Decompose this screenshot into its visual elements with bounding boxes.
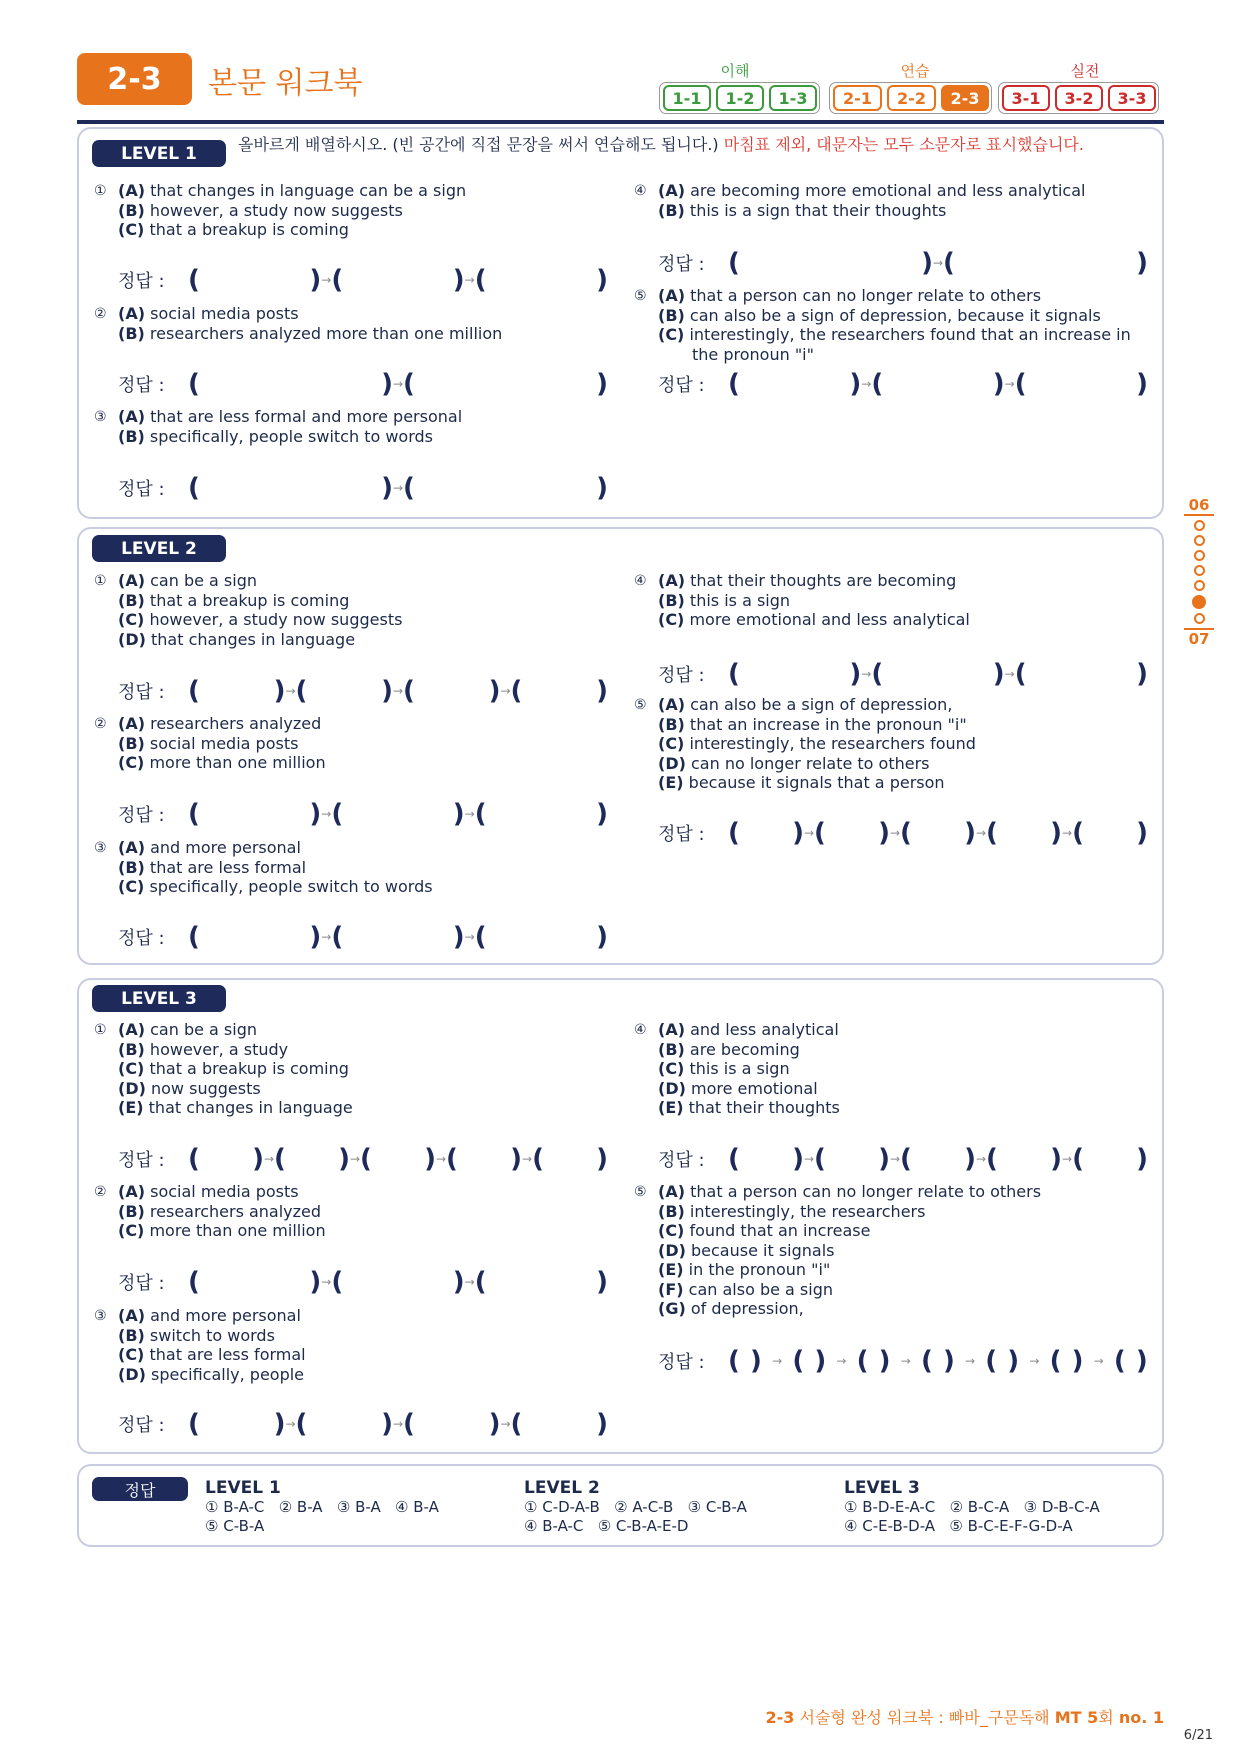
question-number: ② [94, 1184, 107, 1200]
option-a [118, 1182, 614, 1202]
level3-answer-2[interactable] [118, 1267, 608, 1297]
answer-label: 정답 : [118, 271, 165, 292]
option-text: in the pronoun "i" [688, 1260, 831, 1279]
option-key: (A) [118, 838, 146, 857]
option-key: (C) [658, 325, 685, 344]
option-a [118, 1020, 614, 1040]
answer-label: 정답 : [118, 682, 165, 703]
key-level-title: LEVEL 3 [844, 1478, 920, 1498]
answer-label: 정답 : [118, 805, 165, 826]
option-key: (D) [118, 1364, 146, 1384]
option-text: can no longer relate to others [691, 753, 930, 773]
option-text: social media posts [149, 733, 299, 753]
page-dot-icon[interactable] [1194, 520, 1205, 531]
level3-question-5 [634, 1182, 1154, 1319]
option-c [658, 610, 1154, 630]
option-e [658, 1260, 1154, 1280]
option-c [118, 877, 614, 897]
option-text: however, a study now suggests [149, 200, 403, 220]
answer-key-badge: 정답 [92, 1477, 188, 1501]
option-key: (A) [118, 714, 146, 733]
option-a [118, 714, 614, 734]
option-text: can also be a sign [688, 1279, 833, 1299]
answer-key-level2 [524, 1478, 747, 1536]
option-b [118, 734, 614, 754]
side-nav-top-number: 06 [1184, 496, 1214, 516]
option-key: (A) [658, 571, 686, 590]
answer-slots: ( ) → ( ) [188, 473, 608, 503]
question-number: ① [94, 1022, 107, 1038]
option-key: (C) [118, 877, 145, 896]
option-key: (F) [658, 1279, 684, 1299]
option-text: that changes in language [151, 629, 356, 649]
level1-badge: LEVEL 1 [92, 140, 226, 167]
level2-answer-2[interactable] [118, 799, 608, 829]
option-text: more than one million [149, 753, 326, 772]
option-key: (E) [118, 1098, 144, 1117]
option-b [118, 1202, 614, 1222]
option-text: this is a sign [689, 590, 791, 610]
option-text: found that an increase [689, 1221, 871, 1240]
level1-answer-2[interactable] [118, 369, 608, 399]
option-text: that changes in language can be a sign [150, 181, 467, 200]
nav-tab-1-2[interactable]: 1-2 [716, 85, 764, 111]
option-text: that are less formal and more personal [150, 407, 463, 426]
option-text: and more personal [150, 838, 301, 857]
level2-question-2 [94, 714, 614, 773]
level3-answer-5[interactable] [658, 1346, 1148, 1376]
answer-slots: ( ) → ( ) → ( ) [728, 659, 1149, 689]
level2-answer-1[interactable] [118, 676, 608, 706]
option-text: and more personal [150, 1306, 301, 1325]
option-a [118, 407, 614, 427]
level1-question-4 [634, 181, 1154, 220]
answer-slots: ( ) → ( ) → ( ) [728, 369, 1149, 399]
answer-label: 정답 : [658, 824, 705, 845]
option-key: (A) [658, 286, 686, 305]
level3-answer-1[interactable] [118, 1144, 608, 1174]
key-line: ④ B-A-C ⑤ C-B-A-E-D [524, 1517, 689, 1535]
nav-tab-1-1[interactable]: 1-1 [663, 85, 711, 111]
option-key: (A) [118, 1182, 146, 1201]
header-divider [77, 120, 1164, 124]
option-key: (A) [118, 571, 146, 590]
option-text: and less analytical [690, 1020, 839, 1039]
option-a [658, 571, 1154, 591]
nav-tab-2-3[interactable]: 2-3 [941, 85, 989, 111]
footer-text: 서술형 완성 워크북 : 빠바_구문독해 [794, 1708, 1055, 1727]
option-text: that an increase in the pronoun "i" [689, 714, 967, 734]
option-text: switch to words [149, 1325, 275, 1345]
level2-question-3 [94, 838, 614, 897]
level3-question-2 [94, 1182, 614, 1241]
option-f [658, 1280, 1154, 1300]
option-a [118, 181, 614, 201]
option-text: that a breakup is coming [149, 590, 350, 610]
question-number: ⑤ [634, 697, 647, 713]
option-text: specifically, people switch to words [149, 877, 433, 896]
option-b [118, 201, 614, 221]
option-key: (D) [658, 1240, 686, 1260]
option-text: that are less formal [149, 857, 307, 877]
option-text: researchers analyzed [149, 1201, 322, 1221]
level3-question-4 [634, 1020, 1154, 1118]
answer-label: 정답 : [118, 1150, 165, 1171]
question-number: ⑤ [634, 1184, 647, 1200]
option-key: (B) [118, 323, 145, 343]
option-key: (C) [118, 1059, 145, 1078]
option-text: social media posts [150, 304, 299, 323]
level3-badge: LEVEL 3 [92, 985, 226, 1012]
option-text: researchers analyzed [150, 714, 322, 733]
nav-tab-3-2[interactable]: 3-2 [1055, 85, 1103, 111]
question-number: ② [94, 306, 107, 322]
instruction-note: 마침표 제외, 대문자는 모두 소문자로 표시했습니다. [723, 135, 1084, 154]
option-b [658, 306, 1154, 326]
option-text: can also be a sign of depression, [690, 695, 953, 714]
option-key: (C) [118, 753, 145, 772]
question-number: ④ [634, 1022, 647, 1038]
answer-slots: ( ) → ( ) → ( ) → ( ) [188, 1409, 608, 1439]
option-b [118, 858, 614, 878]
option-text: because it signals that a person [688, 773, 945, 792]
option-key: (B) [658, 200, 685, 220]
option-b [118, 324, 614, 344]
page-dot-icon[interactable] [1194, 535, 1205, 546]
option-c [118, 1345, 614, 1365]
option-d [118, 1079, 614, 1099]
answer-slots: ( ) → ( ) → ( ) [188, 265, 609, 295]
footer-text: 회 [1098, 1708, 1119, 1727]
option-text: that their thoughts are becoming [690, 571, 957, 590]
option-key: (B) [118, 426, 145, 446]
option-key: (E) [658, 1098, 684, 1117]
option-key: (C) [118, 1345, 145, 1364]
option-text: this is a sign [689, 1059, 790, 1078]
option-text: specifically, people switch to words [149, 426, 434, 446]
option-key: (D) [118, 1078, 146, 1098]
option-key: (B) [118, 857, 145, 877]
option-key: (B) [118, 1201, 145, 1221]
option-a [658, 1182, 1154, 1202]
option-a [658, 695, 1154, 715]
answer-slots: ( ) → ( ) → ( ) → ( ) → ( ) [728, 1144, 1149, 1174]
option-key: (A) [658, 695, 686, 714]
option-key: (E) [658, 1260, 684, 1279]
page-dot-icon[interactable] [1194, 550, 1205, 561]
question-number: ① [94, 573, 107, 589]
footer-code: 2-3 [765, 1708, 795, 1727]
option-text: that are less formal [149, 1345, 306, 1364]
nav-tab-1-3[interactable]: 1-3 [769, 85, 817, 111]
option-c [658, 1059, 1154, 1079]
section-badge: 2-3 [77, 53, 192, 105]
option-b [658, 715, 1154, 735]
key-level-title: LEVEL 1 [205, 1478, 281, 1498]
option-text: of depression, [690, 1299, 804, 1318]
level2-answer-5[interactable] [658, 818, 1148, 848]
option-key: (A) [658, 1020, 686, 1039]
option-key: (B) [658, 305, 685, 325]
question-number: ④ [634, 183, 647, 199]
option-text: can also be a sign of depression, because it signals [689, 305, 1101, 325]
option-key: (B) [118, 200, 145, 220]
answer-slots: ( ) → ( ) → ( ) [188, 799, 609, 829]
level1-answer-3[interactable] [118, 473, 608, 503]
option-text: because it signals [691, 1240, 835, 1260]
group-label-practice: 연습 [900, 62, 930, 80]
answer-label: 정답 : [658, 1150, 705, 1171]
answer-label: 정답 : [118, 375, 165, 396]
level1-answer-5[interactable] [658, 369, 1148, 399]
option-a [658, 286, 1154, 306]
footer-number: no. 1 [1118, 1708, 1164, 1727]
nav-tab-3-3[interactable]: 3-3 [1108, 85, 1156, 111]
option-text: are becoming more emotional and less analytical [690, 181, 1086, 200]
level1-answer-1[interactable] [118, 265, 608, 295]
option-e [658, 773, 1154, 793]
option-text: are becoming [689, 1039, 800, 1059]
key-line: ④ C-E-B-D-A ⑤ B-C-E-F-G-D-A [844, 1517, 1073, 1535]
key-line: ① B-A-C ② B-A ③ B-A ④ B-A [205, 1498, 439, 1516]
side-nav-bottom-number: 07 [1184, 628, 1214, 648]
question-number: ③ [94, 840, 107, 856]
key-line: ⑤ C-B-A [205, 1517, 265, 1535]
question-number: ⑤ [634, 288, 647, 304]
page-dot-icon[interactable] [1194, 565, 1205, 576]
option-key: (B) [658, 590, 685, 610]
page-title: 본문 워크북 [208, 66, 363, 101]
page-dot-icon[interactable] [1194, 613, 1205, 624]
answer-slots: ( ) → ( ) → ( ) [188, 922, 609, 952]
answer-label: 정답 : [658, 1352, 705, 1373]
answer-slots: ( ) → ( ) [188, 369, 608, 399]
level1-question-1 [94, 181, 614, 240]
option-key: (D) [658, 1078, 686, 1098]
option-key: (C) [658, 1059, 685, 1078]
option-b [118, 1040, 614, 1060]
group-label-real: 실전 [1070, 62, 1100, 80]
option-a [118, 838, 614, 858]
option-key: (A) [118, 1306, 146, 1325]
answer-label: 정답 : [118, 479, 165, 500]
level1-answer-4[interactable] [658, 248, 1148, 278]
option-key: (A) [658, 1182, 686, 1201]
option-key: (A) [118, 181, 146, 200]
option-key: (D) [658, 753, 686, 773]
option-c [658, 325, 1154, 345]
option-key: (A) [118, 1020, 146, 1039]
option-text: more than one million [149, 1221, 326, 1240]
option-key: (B) [118, 733, 145, 753]
level2-badge: LEVEL 2 [92, 535, 226, 562]
side-page-nav [1184, 496, 1214, 648]
answer-slots: ( ) → ( ) → ( ) → ( ) [188, 676, 608, 706]
level3-question-3 [94, 1306, 614, 1384]
option-key: (A) [658, 181, 686, 200]
level3-answer-3[interactable] [118, 1409, 608, 1439]
answer-slots: ( ) → ( ) [728, 248, 1148, 278]
option-text: now suggests [151, 1078, 261, 1098]
option-key: (B) [118, 590, 145, 610]
option-text: that changes in language [148, 1098, 353, 1117]
option-text: social media posts [150, 1182, 299, 1201]
level2-answer-3[interactable] [118, 922, 608, 952]
option-a [118, 571, 614, 591]
option-key: (B) [658, 1039, 685, 1059]
option-text: specifically, people [151, 1364, 305, 1384]
option-key: (G) [658, 1299, 686, 1318]
option-b [658, 591, 1154, 611]
option-text: that a breakup is coming [149, 220, 349, 239]
page-dot-icon[interactable] [1194, 580, 1205, 591]
option-text: more emotional [691, 1078, 818, 1098]
option-text: that a person can no longer relate to others [690, 1182, 1042, 1201]
page-dot-active-icon[interactable] [1192, 595, 1206, 609]
option-d [118, 1365, 614, 1385]
answer-slots: ( ) → ( ) → ( ) → ( ) → ( ) [188, 1144, 609, 1174]
level1-question-5 [634, 286, 1154, 364]
option-text: that a breakup is coming [149, 1059, 349, 1078]
level2-question-4 [634, 571, 1154, 630]
question-number: ④ [634, 573, 647, 589]
option-key: (A) [118, 407, 146, 426]
option-b [118, 427, 614, 447]
key-line: ① B-D-E-A-C ② B-C-A ③ D-B-C-A [844, 1498, 1100, 1516]
option-key: (C) [118, 1221, 145, 1240]
option-b [658, 201, 1154, 221]
option-key: (B) [658, 1201, 685, 1221]
option-key: (D) [118, 629, 146, 649]
option-d [118, 630, 614, 650]
answer-label: 정답 : [118, 1415, 165, 1436]
option-e [658, 1098, 1154, 1118]
option-g [658, 1299, 1154, 1319]
option-a [118, 304, 614, 324]
option-d [658, 1241, 1154, 1261]
option-key: (C) [118, 610, 145, 629]
option-key: (C) [658, 610, 685, 629]
option-d [658, 754, 1154, 774]
level2-answer-4[interactable] [658, 659, 1148, 689]
answer-key-level3 [844, 1478, 1100, 1536]
option-text: can be a sign [150, 1020, 257, 1039]
nav-tab-2-1[interactable]: 2-1 [833, 85, 882, 111]
level2-question-1 [94, 571, 614, 649]
option-b [118, 591, 614, 611]
option-key: (B) [118, 1039, 145, 1059]
option-b [658, 1040, 1154, 1060]
answer-key-level1 [205, 1478, 439, 1536]
option-a [118, 1306, 614, 1326]
option-key: (A) [118, 304, 146, 323]
option-d [658, 1079, 1154, 1099]
question-number: ② [94, 716, 107, 732]
page-number: 6/21 [1183, 1728, 1213, 1743]
option-a [658, 1020, 1154, 1040]
option-b [658, 1202, 1154, 1222]
key-level-title: LEVEL 2 [524, 1478, 600, 1498]
option-c [658, 1221, 1154, 1241]
option-key: (C) [658, 1221, 685, 1240]
question-number: ① [94, 183, 107, 199]
option-c [118, 220, 614, 240]
level2-question-5 [634, 695, 1154, 793]
group-label-understanding: 이해 [720, 62, 750, 80]
option-key: (C) [118, 220, 145, 239]
option-c [118, 610, 614, 630]
answer-label: 정답 : [118, 1273, 165, 1294]
option-text: that their thoughts [688, 1098, 840, 1117]
option-text: interestingly, the researchers found [689, 734, 976, 753]
key-line: ① C-D-A-B ② A-C-B ③ C-B-A [524, 1498, 747, 1516]
option-c [658, 734, 1154, 754]
answer-slots: ( ) → ( ) → ( ) → ( ) → ( ) → ( ) → ( ) [728, 1346, 1148, 1376]
option-text: however, a study now suggests [149, 610, 403, 629]
nav-tab-2-2[interactable]: 2-2 [887, 85, 936, 111]
level1-question-3 [94, 407, 614, 446]
answer-slots: ( ) → ( ) → ( ) → ( ) → ( ) [728, 818, 1149, 848]
option-continuation: the pronoun "i" [692, 344, 814, 364]
option-text: that a person can no longer relate to others [690, 286, 1042, 305]
option-text: researchers analyzed more than one million [149, 323, 503, 343]
option-e [118, 1098, 614, 1118]
option-text: this is a sign that their thoughts [689, 200, 947, 220]
answer-label: 정답 : [658, 254, 705, 275]
option-text: interestingly, the researchers found that an increase in [689, 325, 1131, 344]
question-number: ③ [94, 1308, 107, 1324]
option-text: interestingly, the researchers [689, 1201, 926, 1221]
footer-title [766, 1705, 1164, 1728]
option-b [118, 1326, 614, 1346]
option-text: however, a study [149, 1039, 289, 1059]
option-key: (C) [658, 734, 685, 753]
instruction-text: 올바르게 배열하시오. (빈 공간에 직접 문장을 써서 연습해도 됩니다.) [238, 135, 719, 154]
option-text: can be a sign [150, 571, 257, 590]
question-number: ③ [94, 409, 107, 425]
answer-label: 정답 : [118, 928, 165, 949]
level1-question-2 [94, 304, 614, 343]
option-text: more emotional and less analytical [689, 610, 970, 629]
option-a [658, 181, 1154, 201]
answer-label: 정답 : [658, 665, 705, 686]
option-key: (E) [658, 773, 684, 792]
answer-slots: ( ) → ( ) → ( ) [188, 1267, 609, 1297]
level3-answer-4[interactable] [658, 1144, 1148, 1174]
option-c [118, 1059, 614, 1079]
nav-tab-3-1[interactable]: 3-1 [1002, 85, 1050, 111]
footer-series: MT 5 [1054, 1708, 1099, 1727]
level3-question-1 [94, 1020, 614, 1118]
option-c [118, 1221, 614, 1241]
option-c [118, 753, 614, 773]
option-key: (B) [118, 1325, 145, 1345]
level1-instruction [238, 134, 1158, 155]
option-key: (B) [658, 714, 685, 734]
answer-label: 정답 : [658, 375, 705, 396]
